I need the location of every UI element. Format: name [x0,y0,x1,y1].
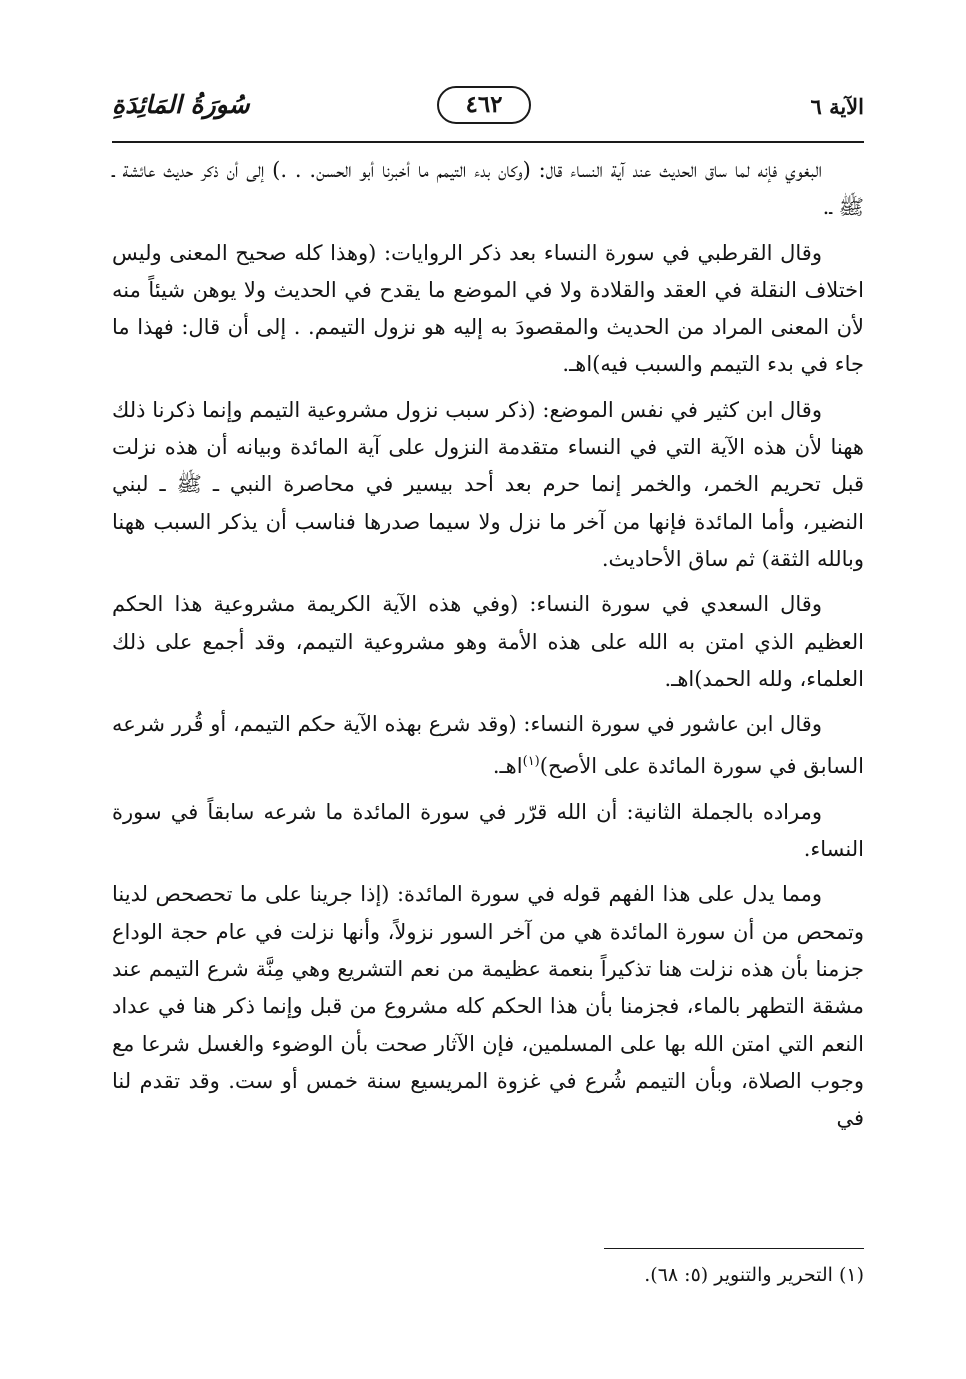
surah-title: سُورَةُ المَائِدَةِ [112,90,250,119]
paragraph: وقال السعدي في سورة النساء: (وفي هذه الآية الكريمة مشروعية هذا الحكم العظيم الذي امتن به الله على هذه الأمة وهو مشروعية التيمم، وقد أجمع على ذلك العلماء، ولله الحمد)اهـ. [112,592,864,691]
paragraph: وقال القرطبي في سورة النساء بعد ذكر الروايات: (وهذا كله صحيح المعنى وليس اختلاف النقلة في العقد والقلادة ولا في الموضع ما يقدح في الحديث ولا يوهن شيئاً منه لأن المعنى المراد من الحديث والمقصودَ به إليه هو نزول التيمم. . إلى أن قال: فهذا ما جاء في بدء التيمم والسبب فيه)اهـ. [112,240,864,377]
main-text [112,152,864,1145]
paragraph: وقال ابن كثير في نفس الموضع: (ذكر سبب نزول مشروعية التيمم وإنما ذكرنا ذلك ههنا لأن هذه الآية التي في النساء متقدمة النزول على آية المائدة وبيانه أن هذه نزلت قبل تحريم الخمر، والخمر إنما حرم بعد أحد بيسير في محاصرة النبي ـ ﷺ ـ لبني النضير، وأما المائدة فإنها من آخر ما نزل ولا سيما صدرها فناسب أن يذكر السبب ههنا وبالله الثقة) ثم ساق الأحاديث. [112,397,864,571]
page-header [112,84,864,130]
paragraph: ومراده بالجملة الثانية: أن الله قرّر في سورة المائدة ما شرعه سابقاً في سورة النساء. [112,799,864,862]
paragraph-suffix: اهـ. [492,754,523,779]
footnote-divider [604,1248,864,1249]
paragraph: ومما يدل على هذا الفهم قوله في سورة المائدة: (إذا جرينا على ما تحصحص لدينا وتمحص من أن سورة المائدة هي من آخر السور نزولاً، وأنها نزلت في عام حجة الوداع جزمنا بأن هذه نزلت هنا تذكيراً بنعمة عظيمة من نعم التشريع وهي مِنَّة شرع التيمم عند مشقة التطهر بالماء، فجزمنا بأن هذا الحكم كله مشروع من قبل وإنما ذكر هنا في عداد النعم التي امتن الله بها على المسلمين، فإن الآثار صحت بأن الوضوء والغسل شرعا مع وجوب الصلاة، وبأن التيمم شُرع في غزوة المريسيع سنة خمس أو ست. وقد تقدم لنا في [112,882,864,1131]
paragraph [112,706,864,786]
header-divider [112,141,864,143]
paragraph: البغوي فإنه لما ساق الحديث عند آية النساء قال: (وكان بدء التيمم ما أخبرنا أبو الحسن. . .) إلى أن ذكر حديث عائشة ـ ﷺ ـ. [112,158,864,220]
paragraph-text: وقال ابن عاشور في سورة النساء: (وقد شرع بهذه الآية حكم التيمم، أو قُرر شرعه السابق في سورة المائدة على الأصح) [112,712,864,779]
verse-label: الآية ٦ [810,94,864,119]
page-number: ٤٦٢ [437,86,531,124]
footnote: (١) التحرير والتنوير (٥: ٦٨). [644,1264,864,1286]
footnote-marker: (١) [522,754,540,770]
